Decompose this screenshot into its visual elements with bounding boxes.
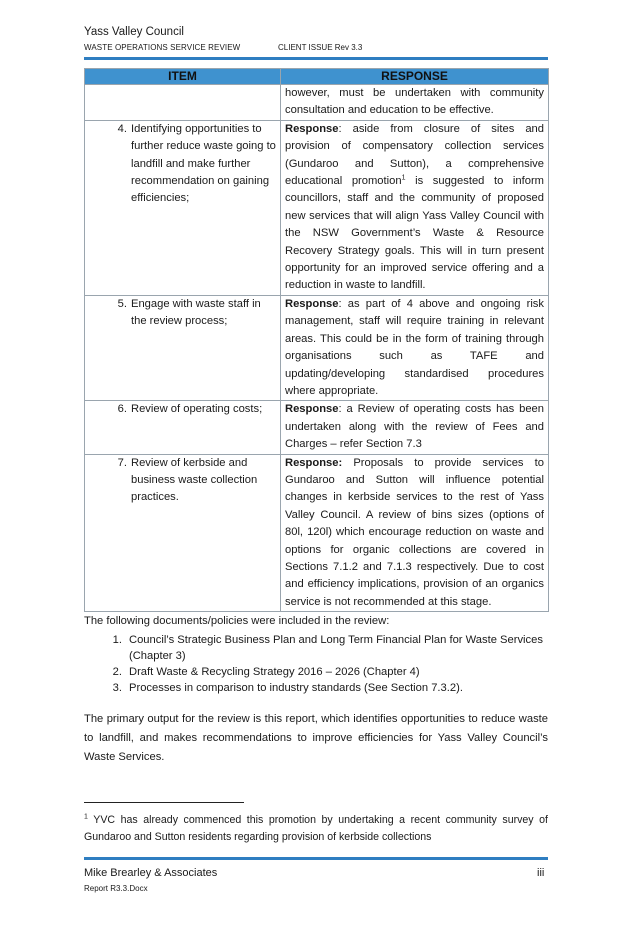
table-row <box>85 295 549 400</box>
item-text: Review of kerbside and business waste collection practices. <box>131 456 258 504</box>
response-tail: is suggested to inform councillors, staff and the community of proposed new services that will align Yass Valley Council with the NSW Government’s Waste & Resource Recovery Strategy goals. This will in turn present opportunity for an improved service offering and a reduction in waste to landfill. <box>285 175 544 292</box>
response-lead: Response <box>285 403 339 416</box>
response-text: Proposals to provide services to Gundaroo and Sutton will influence potential changes in kerbside services to the rest of Yass Valley Council. A review of bins sizes (options of 80l, 120l) which encourage reduction on waste and options for organic collections are covered in Sections 7.1.2 and 7.1.3 respectively. Due to cost and efficiency implications, provision of an organics service is not recommended at this stage. <box>285 456 544 608</box>
footer-author: Mike Brearley & Associates <box>84 867 218 879</box>
header-issue: CLIENT ISSUE Rev 3.3 <box>278 43 363 52</box>
list-item <box>84 680 548 696</box>
header-organisation: Yass Valley Council <box>84 26 184 38</box>
footer-rule <box>84 857 548 860</box>
column-header-response: RESPONSE <box>281 69 549 85</box>
list-item-text: Draft Waste & Recycling Strategy 2016 – 2026 (Chapter 4) <box>129 666 420 678</box>
table-header-row <box>85 69 549 85</box>
list-item-text: Processes in comparison to industry standards (See Section 7.3.2). <box>129 682 463 694</box>
list-item-number: 2. <box>112 666 122 678</box>
header-document-title: WASTE OPERATIONS SERVICE REVIEW <box>84 43 241 52</box>
footnote-separator <box>84 802 244 803</box>
response-cell <box>281 401 549 454</box>
list-item <box>84 664 548 680</box>
item-text: Engage with waste staff in the review process; <box>131 297 261 328</box>
footnote-ref: 1 <box>401 174 406 182</box>
footnote <box>84 812 548 846</box>
item-cell <box>85 120 281 295</box>
response-lead: Response <box>285 122 339 135</box>
primary-output-paragraph: The primary output for the review is this report, which identifies opportunities to reduce waste to landfill, and makes recommendations to improve efficiencies for Yass Valley Council’s Waste Services. <box>84 713 548 763</box>
response-text: : as part of 4 above and ongoing risk management, staff will require training in relevant areas. This could be in the form of training through organisations such as TAFE and updating/developing standardised procedures where appropriate. <box>285 297 544 397</box>
documents-list <box>84 632 548 696</box>
response-cell <box>281 120 549 295</box>
list-item-number: 3. <box>112 682 122 694</box>
item-cell <box>85 295 281 400</box>
table-row <box>85 454 549 612</box>
response-cell <box>281 295 549 400</box>
list-item-number: 1. <box>112 634 122 646</box>
documents-intro: The following documents/policies were included in the review: <box>84 615 390 627</box>
list-item-text: Council’s Strategic Business Plan and Long Term Financial Plan for Waste Services (Chapter 3) <box>129 634 543 662</box>
review-table <box>84 68 549 612</box>
response-text: : aside from closure of sites and provision of compensatory collection services (Gundaroo and Sutton), a comprehensive educational promotion <box>285 122 544 188</box>
response-lead: Response: <box>285 456 343 469</box>
table-row <box>85 401 549 454</box>
response-text: : a Review of operating costs has been undertaken along with the review of Fees and Charges – refer Section 7.3 <box>285 403 544 451</box>
item-cell <box>85 85 281 121</box>
response-lead: Response <box>285 297 339 310</box>
page-number: iii <box>537 867 545 879</box>
response-cell <box>281 454 549 612</box>
item-text: Identifying opportunities to further reduce waste going to landfill and make further recommendation on gaining efficiencies; <box>131 122 276 205</box>
item-number: 5. <box>117 297 127 310</box>
response-text: however, must be undertaken with community consultation and education to be effective. <box>285 87 544 117</box>
list-item <box>84 632 548 664</box>
table-row <box>85 85 549 121</box>
header-rule <box>84 57 548 60</box>
item-text: Review of operating costs; <box>131 403 263 416</box>
item-cell <box>85 454 281 612</box>
item-number: 7. <box>117 456 127 469</box>
footnote-mark: 1 <box>84 813 88 821</box>
item-number: 4. <box>117 122 127 135</box>
table-row <box>85 120 549 295</box>
item-cell <box>85 401 281 454</box>
item-number: 6. <box>117 403 127 416</box>
footnote-text: YVC has already commenced this promotion by undertaking a recent community survey of Gundaroo and Sutton residents regarding provision of kerbside collections <box>84 814 548 843</box>
footer-report-name: Report R3.3.Docx <box>84 884 148 893</box>
response-cell <box>281 85 549 121</box>
column-header-item: ITEM <box>85 69 281 85</box>
